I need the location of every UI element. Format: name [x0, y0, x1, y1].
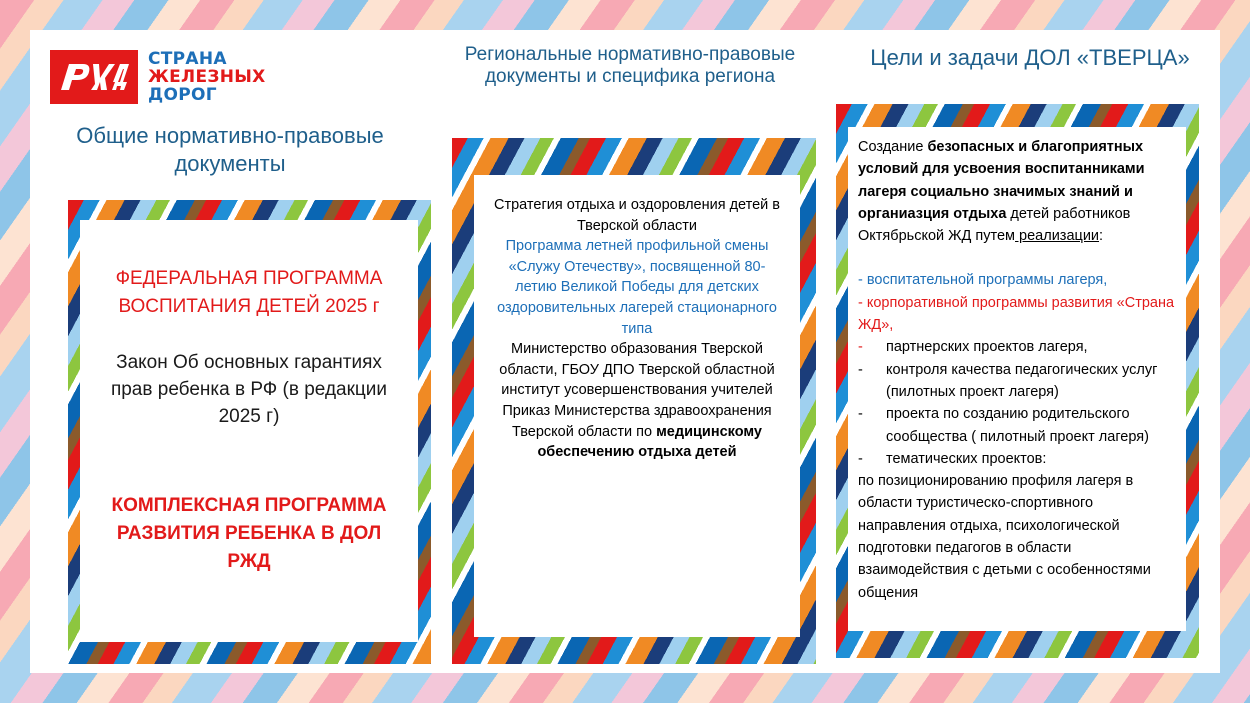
order-text-bold: медицинскому обеспечению отдыха детей: [537, 423, 762, 461]
federal-program-text: ФЕДЕРАЛЬНАЯ ПРОГРАММА ВОСПИТАНИЯ ДЕТЕЙ 2025 г: [115, 268, 383, 317]
col1-panel: [80, 220, 418, 642]
intro-plain-1: Создание: [858, 139, 928, 155]
intro-bold: безопасных и благоприятных условий для усвоения воспитанниками лагеря социально значимых знаний и органиазция отдыха: [858, 139, 1145, 222]
col1-heading: Общие нормативно-правовые документы: [76, 123, 384, 176]
intro-colon: :: [1099, 228, 1104, 245]
item-partner-projects: [858, 336, 1176, 358]
goals-tail: по позиционированию профиля лагеря в области туристическо-спортивного направления отдыха, психологической подготовки педагогов в области взаимодействия с детьми с особенностями общения: [858, 473, 1151, 601]
list-item-dash: -: [858, 450, 863, 467]
list-item: [858, 448, 1176, 470]
rzd-logo-mark: [50, 50, 138, 104]
col2-panel: [474, 175, 800, 637]
summer-program-text: Программа летней профильной смены «Служу Отечеству», посвященной 80-летию Великой Победы для детских оздоровительных лагерей стационарного типа: [497, 238, 777, 337]
item-education-program: - воспитательной программы лагеря,: [858, 272, 1108, 289]
logo-line-1: СТРАНА: [148, 49, 227, 69]
rzd-logo: [50, 48, 266, 106]
rzd-logo-text: [148, 50, 266, 104]
item-partner-text: партнерских проектов лагеря,: [886, 339, 1088, 356]
strategy-text: Стратегия отдыха и оздоровления детей в Тверской области: [493, 197, 780, 234]
ministry-text: Министерство образования Тверской области, ГБОУ ДПО Тверской областной институт усовершенствования учителей: [499, 341, 775, 399]
col2-heading: Региональные нормативно-правовые документы и специфика региона: [464, 44, 796, 87]
list-item-dash: -: [858, 361, 863, 378]
order-text: [488, 401, 786, 463]
list-item: [858, 403, 1176, 448]
intro-plain-2: детей работников Октябрьской ЖД путем: [858, 205, 1131, 245]
intro-underline: реализации: [1015, 228, 1100, 245]
list-item-dash: -: [858, 406, 863, 423]
slide: [30, 30, 1220, 673]
col3-panel: [848, 127, 1186, 631]
order-text-plain: Приказ Министерства здравоохранения Тверской области по: [502, 402, 772, 440]
list-item-text: тематических проектов:: [886, 450, 1047, 467]
rzd-logo-icon: [57, 60, 131, 94]
list-item-text: проекта по созданию родительского сообщества ( пилотный проект лагеря): [886, 406, 1149, 445]
complex-program-text: КОМПЛЕКСНАЯ ПРОГРАММА РАЗВИТИЯ РЕБЕНКА В ДОЛ РЖД: [111, 495, 387, 572]
col3-heading: Цели и задачи ДОЛ «ТВЕРЦА»: [870, 45, 1190, 70]
item-partner-dash: -: [858, 339, 863, 356]
logo-line-2: ЖЕЛЕЗНЫХ: [148, 67, 266, 87]
list-item: [858, 359, 1176, 404]
goals-intro: [858, 136, 1176, 247]
law-text: Закон Об основных гарантиях прав ребенка в РФ (в редакции 2025 г): [110, 352, 388, 427]
item-corporate-program: - корпоративной программы развития «Страна ЖД»,: [858, 294, 1175, 334]
list-item-text: контроля качества педагогических услуг (пилотных проект лагеря): [886, 361, 1158, 400]
logo-line-3: ДОРОГ: [148, 85, 217, 105]
